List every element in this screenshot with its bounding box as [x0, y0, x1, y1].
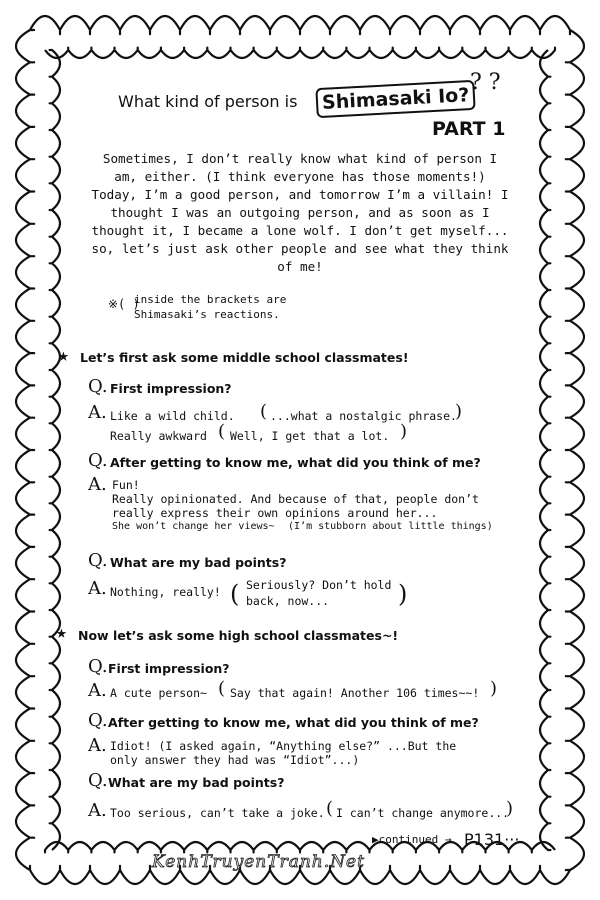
note-text: inside the brackets are Shimasaki’s reactions. [134, 293, 287, 321]
answer-line: Really opinionated. And because of that, people don’t [112, 492, 479, 506]
watermark: KenhTruyenTranh.Net [152, 852, 365, 872]
intro-paragraph: Sometimes, I don’t really know what kind of person I am, either. (I think everyone has those moments!) Today, I’m a good person, and tomorrow I’m a villain! I thought I was an outgoing person, and as soon as I thought it, I became a lone wolf. I don’t get myself... so, let’s just ask other people and see what they think of me! [91, 151, 509, 274]
a-label: A. [88, 402, 107, 423]
q-label: Q. [88, 710, 108, 731]
paren-close: ) [506, 798, 514, 819]
q-label: Q. [88, 770, 108, 791]
section-heading: Now let’s ask some high school classmates~! [78, 628, 399, 643]
reaction-text: ...what a nostalgic phrase. [270, 409, 457, 423]
paren-close: ) [400, 421, 408, 442]
reaction-inner: I’m stubborn about little things [294, 521, 487, 532]
reaction-text: (I’m stubborn about little things) [288, 521, 493, 532]
answer-line: Idiot! (I asked again, “Anything else?” ...But the [110, 739, 457, 753]
paren-close: ) [398, 580, 408, 608]
q-label: Q. [88, 376, 108, 397]
paren-close: ) [455, 401, 463, 422]
frame-loop [50, 50, 60, 850]
reaction-text: back, now... [246, 594, 330, 608]
a-label: A. [88, 735, 107, 756]
a-label: A. [88, 474, 107, 495]
question-marks-icon: ? ? [470, 70, 501, 95]
answer-line: A cute person~ [110, 686, 207, 700]
question-text: What are my bad points? [108, 775, 285, 790]
reaction-text: I can’t change anymore... [336, 806, 510, 820]
q-label: Q. [88, 656, 108, 677]
a-label: A. [88, 800, 107, 821]
reaction-text: Seriously? Don’t hold [246, 578, 392, 592]
answer-line: really express their own opinions around her... [112, 506, 438, 520]
a-label: A. [88, 680, 107, 701]
part-label: PART 1 [432, 118, 506, 140]
title-name: Shimasaki Io? [315, 80, 476, 118]
answer-line: Really awkward [110, 429, 207, 443]
answer-line: Nothing, really! [110, 585, 221, 599]
frame-loop [45, 48, 555, 58]
answer-line: only answer they had was “Idiot”...) [110, 753, 360, 767]
paren-open: ( [326, 798, 334, 819]
answer-line: Too serious, can’t take a joke. [110, 806, 325, 820]
frame-loop [16, 30, 34, 870]
frame-loop [540, 50, 550, 850]
paren-open: ( [218, 421, 226, 442]
reaction-text: Well, I get that a lot. [230, 429, 390, 443]
q-label: Q. [88, 550, 108, 571]
reaction-text: Say that again! Another 106 times~~! [230, 686, 480, 700]
question-text: What are my bad points? [110, 555, 287, 570]
answer-line: Fun! [112, 478, 140, 492]
answer-line: Like a wild child. [110, 409, 235, 423]
frame-loop [30, 16, 570, 34]
continued-label: ▶continued → [372, 833, 452, 846]
section-heading: Let’s first ask some middle school classmates! [80, 350, 409, 365]
paren-open: ( [260, 401, 268, 422]
star-icon: ★ [56, 622, 67, 643]
page-ref: P131··· [464, 830, 520, 849]
frame-loop [566, 30, 584, 870]
title-prefix: What kind of person is [118, 92, 298, 111]
note-symbol: ※( ) [108, 297, 140, 311]
paren-open: ( [218, 678, 226, 699]
paren-close: ) [490, 678, 498, 699]
question-text: First impression? [108, 661, 230, 676]
star-icon: ★ [58, 345, 69, 366]
q-label: Q. [88, 450, 108, 471]
answer-line: She won’t change her views~ [112, 521, 275, 532]
question-text: First impression? [110, 381, 232, 396]
question-text: After getting to know me, what did you think of me? [108, 715, 479, 730]
a-label: A. [88, 578, 107, 599]
question-text: After getting to know me, what did you think of me? [110, 455, 481, 470]
paren-open: ( [230, 580, 240, 608]
